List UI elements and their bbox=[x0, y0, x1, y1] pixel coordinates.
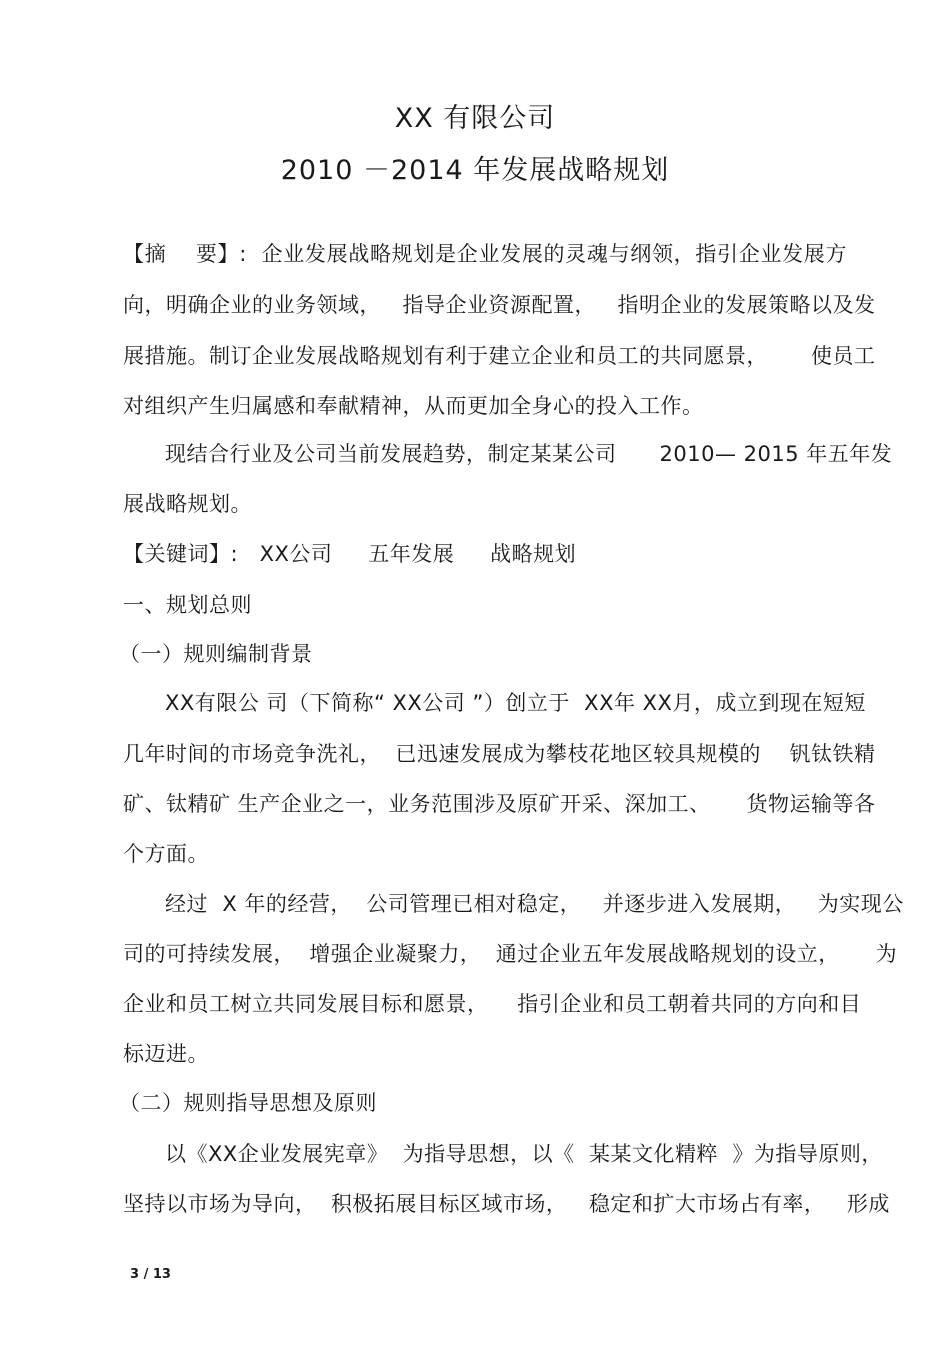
document-subtitle: 2010 －2014 年发展战略规划 bbox=[280, 155, 670, 186]
abstract-line: 对组织产生归属感和奉献精神，从而更加全身心的投入工作。 bbox=[123, 394, 704, 418]
paragraph-line: 矿、钛精矿 生产企业之一，业务范围涉及原矿开采、深加工、 货物运输等各 bbox=[123, 792, 876, 816]
abstract-line: 【摘 要】: 企业发展战略规划是企业发展的灵魂与纲领，指引企业发展方 bbox=[123, 242, 847, 266]
paragraph-line: 几年时间的市场竞争洗礼， 已迅速发展成为攀枝花地区较具规模的 钒钛铁精 bbox=[123, 742, 876, 766]
paragraph-line: 经过 X 年的经营， 公司管理已相对稳定， 并逐步进入发展期， 为实现公 bbox=[165, 892, 904, 916]
keywords-line: 【关键词】: XX公司 五年发展 战略规划 bbox=[123, 542, 577, 566]
abstract-line: 向，明确企业的业务领域， 指导企业资源配置， 指明企业的发展策略以及发 bbox=[123, 293, 876, 317]
subsection-heading: （二）规则指导思想及原则 bbox=[119, 1091, 377, 1115]
section-heading: 一、规划总则 bbox=[123, 593, 252, 617]
abstract-line: 展战略规划。 bbox=[123, 492, 252, 516]
page-number: 3 / 13 bbox=[130, 1267, 171, 1282]
paragraph-line: 企业和员工树立共同发展目标和愿景， 指引企业和员工朝着共同的方向和目 bbox=[123, 992, 862, 1016]
paragraph-line: 司的可持续发展， 增强企业凝聚力， 通过企业五年发展战略规划的设立， 为 bbox=[123, 942, 898, 966]
subsection-heading: （一）规则编制背景 bbox=[119, 642, 313, 666]
paragraph-line: 坚持以市场为导向， 积极拓展目标区域市场， 稳定和扩大市场占有率， 形成 bbox=[123, 1192, 890, 1216]
abstract-line: 现结合行业及公司当前发展趋势，制定某某公司 2010— 2015 年五年发 bbox=[165, 442, 893, 466]
paragraph-line: 以《XX企业发展宪章》 为指导思想，以《 某某文化精粹 》为指导原则， bbox=[165, 1142, 883, 1166]
paragraph-line: 个方面。 bbox=[123, 842, 209, 866]
paragraph-line: XX有限公 司（下简称“ XX公司 ”）创立于 XX年 XX月，成立到现在短短 bbox=[165, 691, 866, 715]
paragraph-line: 标迈进。 bbox=[123, 1042, 209, 1066]
abstract-line: 展措施。制订企业发展战略规划有利于建立企业和员工的共同愿景， 使员工 bbox=[123, 344, 876, 368]
document-title: XX 有限公司 bbox=[394, 103, 556, 134]
